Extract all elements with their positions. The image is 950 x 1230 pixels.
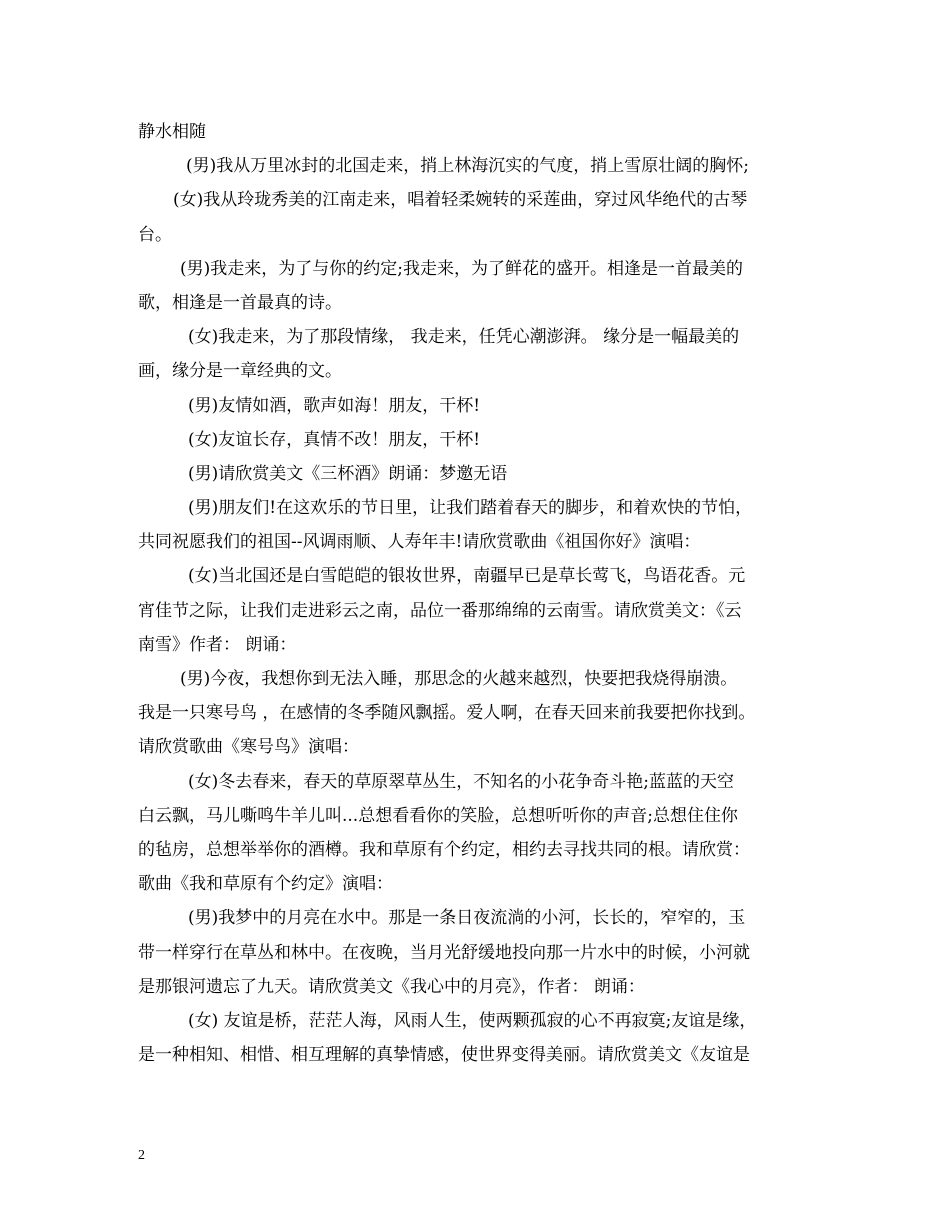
text-line: 带一样穿行在草丛和林中。在夜晚，当月光舒缓地投向那一片水中的时候，小河就 [138, 942, 750, 963]
text-line: 的毡房，总想举举你的酒樽。我和草原有个约定，相约去寻找共同的根。请欣赏： [138, 839, 750, 860]
text-line: 歌，相逢是一首最真的诗。 [138, 292, 342, 313]
text-line: 是那银河遗忘了九天。请欣赏美文《我心中的月亮》，作者： 朗诵： [138, 976, 645, 997]
text-line: 歌曲《我和草原有个约定》演唱： [138, 874, 393, 895]
text-line: (男)请欣赏美文《三杯酒》朗诵：梦邀无语 [188, 463, 508, 484]
text-line: (男)朋友们!在这欢乐的节日里，让我们踏着春天的脚步，和着欢快的节怕， [188, 498, 753, 519]
text-line: (女) 友谊是桥，茫茫人海，风雨人生，使两颗孤寂的心不再寂寞;友谊是缘， [188, 1010, 757, 1031]
text-line: 请欣赏歌曲《寒号鸟》演唱： [138, 737, 359, 758]
text-line: 白云飘，马儿嘶鸣牛羊儿叫...总想看看你的笑脸，总想听听你的声音;总想住住你 [138, 805, 738, 826]
text-line: 画，缘分是一章经典的文。 [138, 361, 342, 382]
text-line: 共同祝愿我们的祖国--风调雨顺、人寿年丰!请欣赏歌曲《祖国你好》演唱： [138, 532, 701, 553]
text-line: (女)我走来，为了那段情缘， 我走来，任凭心潮澎湃。 缘分是一幅最美的 [188, 327, 740, 348]
document-body [138, 115, 824, 1072]
text-line: (女)我从玲珑秀美的江南走来，唱着轻柔婉转的采莲曲，穿过风华绝代的古琴 [173, 190, 748, 211]
text-line: (男)友情如酒，歌声如海！朋友，干杯! [188, 395, 481, 416]
text-line: 台。 [138, 224, 172, 245]
text-line: 是一种相知、相惜、相互理解的真挚情感，使世界变得美丽。请欣赏美文《友谊是 [138, 1045, 750, 1066]
text-line: (男)我走来，为了与你的约定;我走来，为了鲜花的盛开。相逢是一首最美的 [180, 258, 743, 279]
text-line: (女)友谊长存，真情不改！朋友，干杯! [188, 429, 481, 450]
text-line: (男)今夜，我想你到无法入睡，那思念的火越来越烈，快要把我烧得崩溃。 [180, 669, 738, 689]
text-line: 宵佳节之际，让我们走进彩云之南，品位一番那绵绵的云南雪。请欣赏美文：《云 [138, 600, 742, 621]
text-line: 南雪》作者： 朗诵： [138, 634, 297, 655]
page-number: 2 [138, 1148, 145, 1163]
text-line: (女)冬去春来，春天的草原翠草丛生，不知名的小花争奇斗艳;蓝蓝的天空 [188, 771, 734, 792]
text-line: 我是一只寒号鸟 ，在感情的冬季随风飘摇。爱人啊，在春天回来前我要把你找到。 [138, 703, 756, 724]
text-line: (女)当北国还是白雪皑皑的银妆世界，南疆早已是草长莺飞，鸟语花香。元 [188, 566, 746, 587]
text-line: (男)我梦中的月亮在水中。那是一条日夜流淌的小河，长长的，窄窄的，玉 [188, 908, 746, 929]
section-title: 静水相随 [138, 122, 206, 142]
text-line: (男)我从万里冰封的北国走来，捎上林海沉实的气度，捎上雪原壮阔的胸怀; [186, 156, 749, 177]
